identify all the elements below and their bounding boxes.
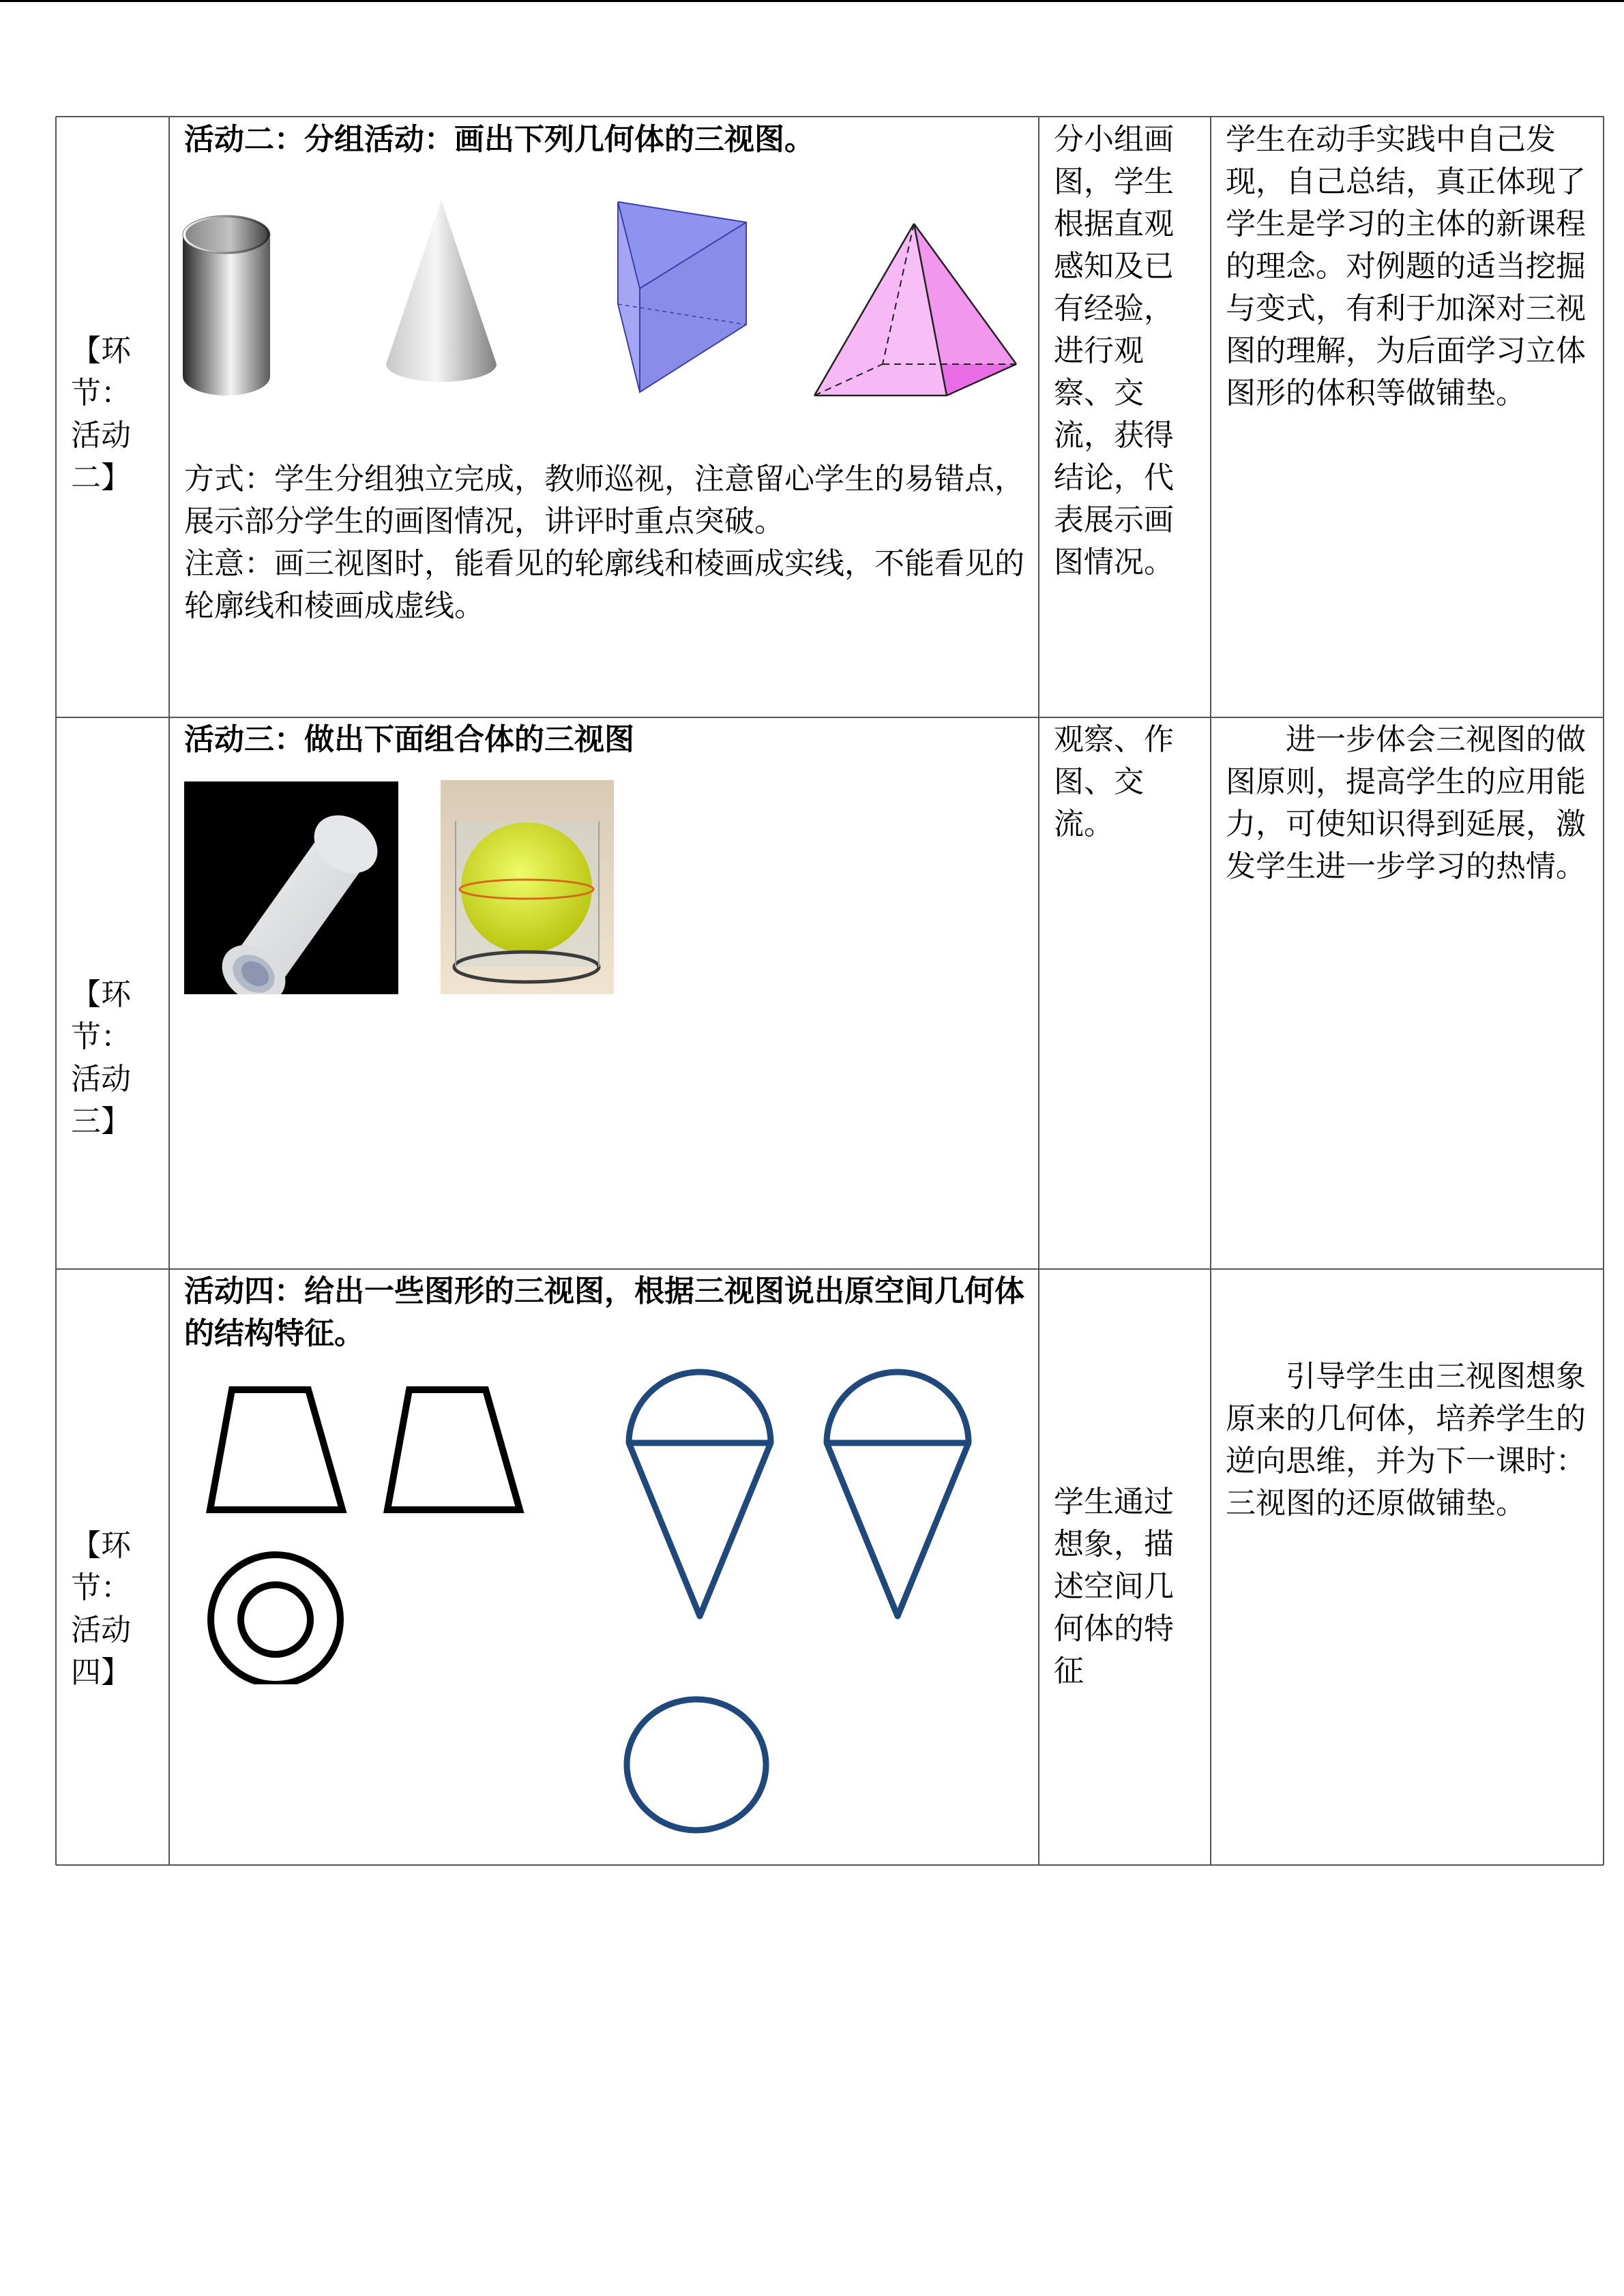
activity-3-title: 活动三：做出下面组合体的三视图 bbox=[184, 722, 634, 757]
section-label-line: 活动 bbox=[71, 1062, 131, 1097]
section-label-line: 【环 bbox=[71, 333, 131, 368]
activity-2-note: 注意：画三视图时，能看见的轮廓线和棱画成实线，不能看见的轮廓线和棱画成虚线。 bbox=[184, 546, 1024, 623]
activity-4-design-intent: 引导学生由三视图想象原来的几何体，培养学生的逆向思维，并为下一课时：三视图的还原做铺垫。 bbox=[1226, 1359, 1586, 1521]
activity-2-title: 活动二：分组活动：画出下列几何体的三视图。 bbox=[184, 122, 814, 157]
section-label-line: 活动 bbox=[71, 418, 131, 453]
section-label-line: 节： bbox=[71, 376, 131, 411]
section-label-activity-2 bbox=[71, 330, 160, 499]
section-label-line: 三】 bbox=[71, 1104, 131, 1139]
section-label-line: 四】 bbox=[71, 1655, 131, 1690]
activity-4-title: 活动四：给出一些图形的三视图，根据三视图说出原空间几何体的结构特征。 bbox=[184, 1274, 1024, 1351]
section-label-line: 二】 bbox=[71, 460, 131, 495]
square-pyramid-figure bbox=[813, 221, 1020, 398]
activity-3-student-activity: 观察、作图、交流。 bbox=[1054, 722, 1174, 841]
section-label-line: 【环 bbox=[71, 1528, 131, 1563]
section-label-line: 【环 bbox=[71, 977, 131, 1012]
tape-roll-photo bbox=[184, 781, 398, 994]
activity-3-design-intent: 进一步体会三视图的做图原则，提高学生的应用能力，可使知识得到延展，激发学生进一步学习的热情。 bbox=[1226, 722, 1586, 884]
section-label-line: 活动 bbox=[71, 1613, 131, 1648]
cylinder-figure bbox=[181, 214, 273, 397]
activity-2-design-intent: 学生在动手实践中自己发现，自己总结，真正体现了学生是学习的主体的新课程的理念。对例题的适当挖掘与变式，有利于加深对三视图的理解，为后面学习立体图形的体积等做铺垫。 bbox=[1226, 122, 1586, 411]
sphere-in-cylinder-photo bbox=[441, 780, 614, 994]
section-label-activity-4 bbox=[71, 1525, 160, 1694]
activity-2-student-activity: 分小组画图，学生根据直观感知及已有经验，进行观察、交流，获得结论，代表展示画图情况。 bbox=[1054, 122, 1174, 580]
activity-4-student-activity: 学生通过想象，描述空间几何体的特征 bbox=[1054, 1485, 1174, 1688]
section-label-line: 节： bbox=[71, 1019, 131, 1054]
section-label-activity-3 bbox=[71, 974, 160, 1143]
frustum-three-views-figure bbox=[202, 1384, 529, 1684]
cone-figure bbox=[383, 198, 499, 386]
triangular-prism-figure bbox=[612, 198, 749, 396]
section-label-line: 节： bbox=[71, 1570, 131, 1605]
activity-2-method: 方式：学生分组独立完成，教师巡视，注意留心学生的易错点，展示部分学生的画图情况，讲评时重点突破。 bbox=[184, 462, 1024, 539]
ice-cream-cone-three-views-figure bbox=[621, 1364, 975, 1841]
